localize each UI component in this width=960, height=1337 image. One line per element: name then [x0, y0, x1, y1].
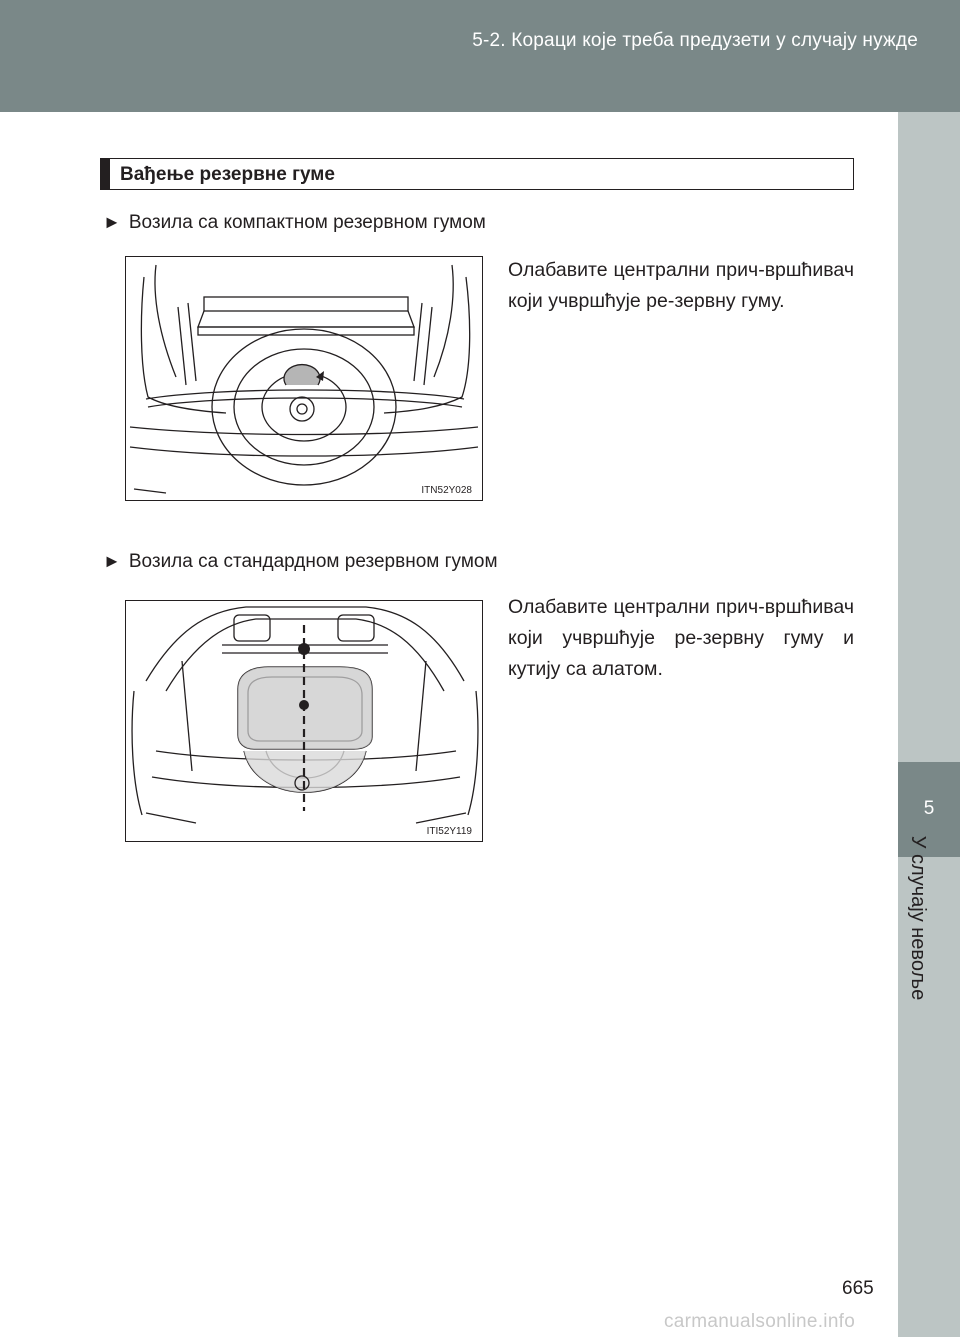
section-heading	[100, 158, 854, 190]
instruction-text: Олабавите централни прич-вршћивач који учвршћује ре-зервну гуму и кутију са алатом.	[508, 596, 854, 680]
item-heading	[103, 551, 498, 573]
figure-compact-spare	[125, 256, 483, 501]
chapter-number: 5	[923, 798, 935, 819]
header-title: 5-2. Кораци које треба предузети у случају нужде	[472, 30, 918, 51]
item-heading	[103, 212, 486, 234]
page-header	[0, 0, 960, 112]
trunk-standard-spare-illustration	[126, 601, 482, 841]
figure-standard-spare	[125, 600, 483, 842]
item-heading-text: Возила са компактном резервном гумом	[128, 212, 486, 233]
side-bar-upper	[898, 112, 960, 762]
chapter-title: У случају невоље	[907, 835, 929, 1001]
section-title: Вађење резервне гуме	[120, 164, 335, 185]
figure-code: ITN52Y028	[421, 485, 472, 496]
figure-code: ITI52Y119	[426, 826, 472, 837]
page-number: 665	[842, 1278, 874, 1299]
section-marker	[101, 159, 110, 189]
watermark: carmanualsonline.info	[664, 1311, 856, 1332]
arrow-icon: ►	[103, 212, 121, 232]
item-heading-text: Возила са стандардном резервном гумом	[128, 551, 498, 572]
arrow-icon: ►	[103, 551, 121, 571]
trunk-compact-spare-illustration	[126, 257, 482, 500]
instruction-text: Олабавите централни прич-вршћивач који учвршћује ре-зервну гуму.	[508, 259, 854, 312]
